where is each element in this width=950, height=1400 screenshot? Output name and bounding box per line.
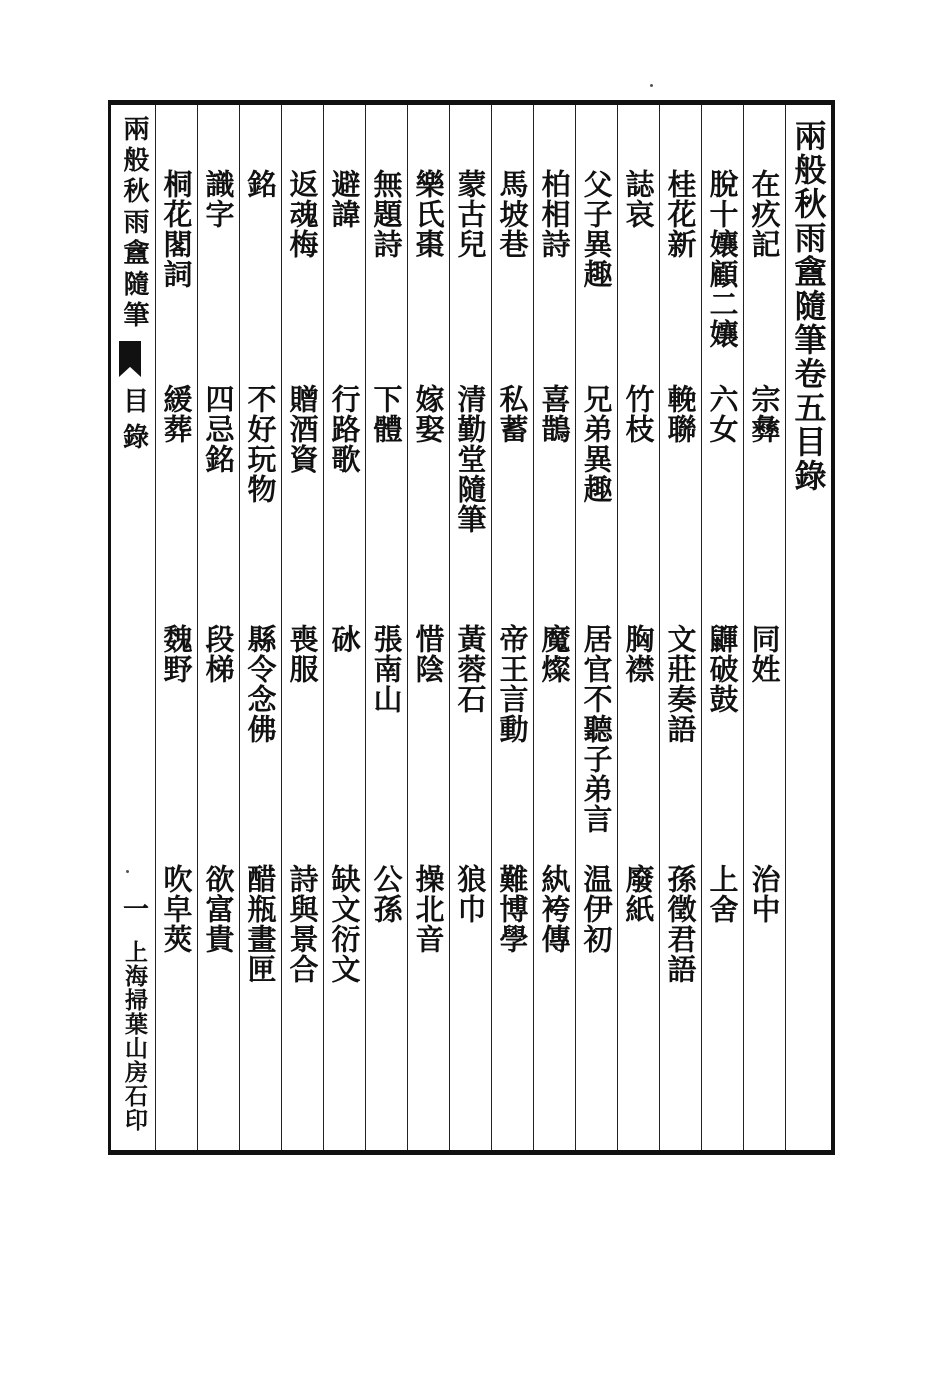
contents-entry[interactable]: 宗彝 bbox=[747, 384, 782, 444]
contents-entry[interactable]: 治中 bbox=[747, 864, 782, 924]
contents-column bbox=[617, 119, 659, 1130]
contents-entry[interactable]: 吹皁莢 bbox=[159, 864, 194, 954]
contents-entry[interactable]: 避諱 bbox=[327, 169, 362, 229]
contents-entry[interactable]: 胸襟 bbox=[621, 624, 656, 684]
contents-entry[interactable]: 下體 bbox=[369, 384, 404, 444]
page-frame bbox=[108, 100, 835, 1155]
contents-column bbox=[239, 119, 281, 1130]
contents-entry[interactable]: 欲富貴 bbox=[201, 864, 236, 954]
fold-column bbox=[115, 105, 153, 1150]
fishtail-mark bbox=[119, 341, 141, 377]
contents-entry[interactable]: 父子異趣 bbox=[579, 169, 614, 289]
contents-entry[interactable]: 温伊初 bbox=[579, 864, 614, 954]
contents-entry[interactable]: 六女 bbox=[705, 384, 740, 444]
column-rule bbox=[575, 105, 576, 1150]
contents-entry[interactable]: 同姓 bbox=[747, 624, 782, 684]
contents-entry[interactable]: 柏相詩 bbox=[537, 169, 572, 259]
contents-entry[interactable]: 惜陰 bbox=[411, 624, 446, 684]
contents-entry[interactable]: 上舍 bbox=[705, 864, 740, 924]
contents-entry[interactable]: 嫁娶 bbox=[411, 384, 446, 444]
contents-entry[interactable]: 私蓄 bbox=[495, 384, 530, 444]
contents-entry[interactable]: 居官不聽子弟言 bbox=[579, 624, 614, 834]
fold-section-label: 目錄 bbox=[118, 387, 149, 459]
contents-column bbox=[281, 119, 323, 1130]
contents-entry[interactable]: 無題詩 bbox=[369, 169, 404, 259]
fold-book-title: 兩般秋雨盦隨筆 bbox=[119, 115, 149, 332]
fold-publisher: 上海掃葉山房石印 bbox=[121, 940, 148, 1132]
contents-entry[interactable]: 魔燦 bbox=[537, 624, 572, 684]
contents-entry[interactable]: 在疚記 bbox=[747, 169, 782, 259]
contents-entry[interactable]: 詩與景合 bbox=[285, 864, 320, 984]
contents-entry[interactable]: 輓聯 bbox=[663, 384, 698, 444]
fold-page-number: 一 bbox=[118, 895, 149, 921]
contents-entry[interactable]: 黃蓉石 bbox=[453, 624, 488, 714]
column-rule bbox=[701, 105, 702, 1150]
contents-title-column bbox=[785, 119, 831, 1130]
contents-entry[interactable]: 砅 bbox=[327, 624, 362, 654]
contents-entry[interactable]: 銘 bbox=[243, 169, 278, 199]
contents-entry[interactable]: 張南山 bbox=[369, 624, 404, 714]
contents-entry[interactable]: 鼲破鼓 bbox=[705, 624, 740, 714]
contents-column bbox=[407, 119, 449, 1130]
contents-entry[interactable]: 誌哀 bbox=[621, 169, 656, 229]
contents-column bbox=[323, 119, 365, 1130]
column-rule bbox=[449, 105, 450, 1150]
contents-column bbox=[155, 119, 197, 1130]
contents-entry[interactable]: 魏野 bbox=[159, 624, 194, 684]
column-rule bbox=[281, 105, 282, 1150]
column-rule bbox=[491, 105, 492, 1150]
column-rule bbox=[197, 105, 198, 1150]
contents-column bbox=[701, 119, 743, 1130]
paper-speck bbox=[126, 870, 129, 873]
contents-entry[interactable]: 狼巾 bbox=[453, 864, 488, 924]
paper-speck bbox=[650, 84, 653, 87]
contents-entry[interactable]: 桐花閣詞 bbox=[159, 169, 194, 289]
column-rule bbox=[239, 105, 240, 1150]
contents-column bbox=[743, 119, 785, 1130]
contents-column bbox=[197, 119, 239, 1130]
contents-entry[interactable]: 行路歌 bbox=[327, 384, 362, 474]
contents-entry[interactable]: 贈酒資 bbox=[285, 384, 320, 474]
column-rule bbox=[155, 105, 156, 1150]
contents-entry[interactable]: 桂花新 bbox=[663, 169, 698, 259]
contents-entry[interactable]: 識字 bbox=[201, 169, 236, 229]
contents-title: 兩般秋雨盦隨筆卷五目錄 bbox=[789, 119, 828, 493]
contents-entry[interactable]: 喪服 bbox=[285, 624, 320, 684]
column-rule bbox=[407, 105, 408, 1150]
contents-entry[interactable]: 縣令念佛 bbox=[243, 624, 278, 744]
contents-entry[interactable]: 脫十孃顧二孃 bbox=[705, 169, 740, 349]
contents-entry[interactable]: 樂氏棗 bbox=[411, 169, 446, 259]
column-rule bbox=[617, 105, 618, 1150]
contents-column bbox=[491, 119, 533, 1130]
contents-entry[interactable]: 紈袴傳 bbox=[537, 864, 572, 954]
contents-entry[interactable]: 文莊奏語 bbox=[663, 624, 698, 744]
contents-entry[interactable]: 竹枝 bbox=[621, 384, 656, 444]
contents-entry[interactable]: 操北音 bbox=[411, 864, 446, 954]
contents-entry[interactable]: 醋瓶畫匣 bbox=[243, 864, 278, 984]
contents-entry[interactable]: 清勤堂隨筆 bbox=[453, 384, 488, 534]
contents-entry[interactable]: 緩葬 bbox=[159, 384, 194, 444]
contents-entry[interactable]: 難博學 bbox=[495, 864, 530, 954]
contents-entry[interactable]: 帝王言動 bbox=[495, 624, 530, 744]
contents-entry[interactable]: 蒙古兒 bbox=[453, 169, 488, 259]
contents-entry[interactable]: 喜鵲 bbox=[537, 384, 572, 444]
column-rule bbox=[533, 105, 534, 1150]
contents-column bbox=[659, 119, 701, 1130]
contents-entry[interactable]: 缺文衍文 bbox=[327, 864, 362, 984]
contents-entry[interactable]: 返魂梅 bbox=[285, 169, 320, 259]
contents-column bbox=[533, 119, 575, 1130]
contents-entry[interactable]: 不好玩物 bbox=[243, 384, 278, 504]
contents-entry[interactable]: 孫徵君語 bbox=[663, 864, 698, 984]
contents-entry[interactable]: 廢紙 bbox=[621, 864, 656, 924]
contents-column bbox=[365, 119, 407, 1130]
column-rule bbox=[743, 105, 744, 1150]
contents-entry[interactable]: 四忌銘 bbox=[201, 384, 236, 474]
contents-entry[interactable]: 馬坡巷 bbox=[495, 169, 530, 259]
contents-entry[interactable]: 段梯 bbox=[201, 624, 236, 684]
contents-entry[interactable]: 兄弟異趣 bbox=[579, 384, 614, 504]
column-rule bbox=[785, 105, 786, 1150]
contents-entry[interactable]: 公孫 bbox=[369, 864, 404, 924]
contents-column bbox=[449, 119, 491, 1130]
column-rule bbox=[659, 105, 660, 1150]
column-rule bbox=[365, 105, 366, 1150]
column-rule bbox=[323, 105, 324, 1150]
contents-column bbox=[575, 119, 617, 1130]
